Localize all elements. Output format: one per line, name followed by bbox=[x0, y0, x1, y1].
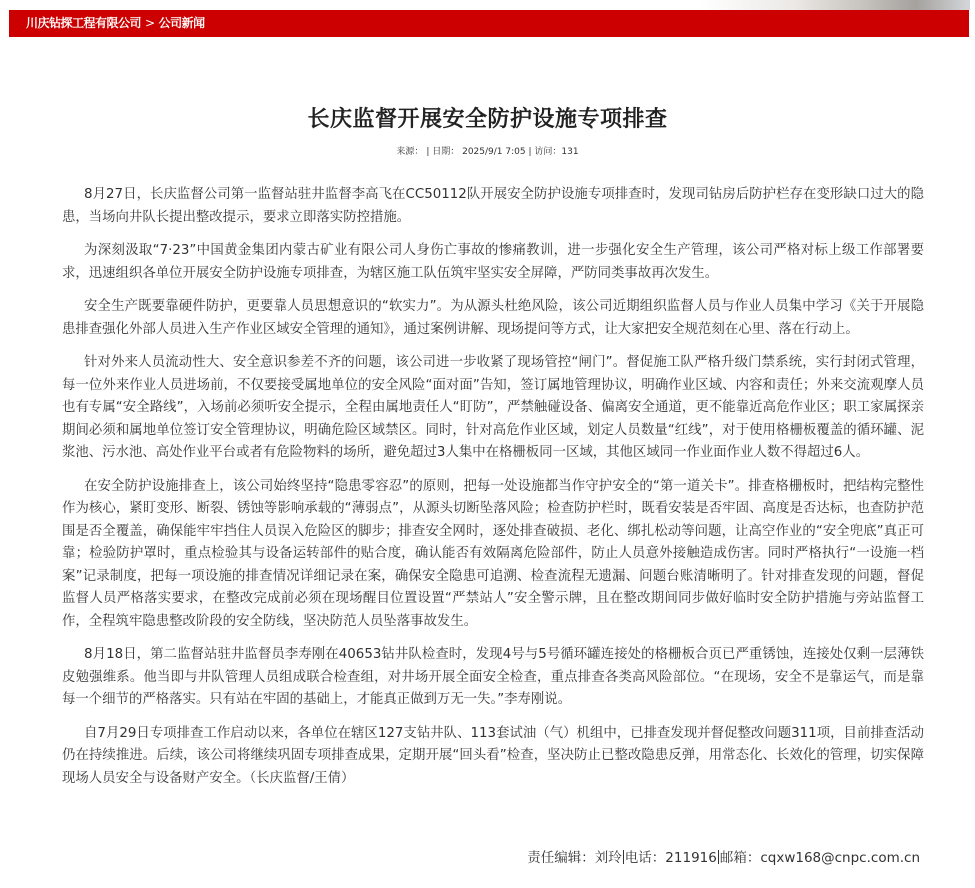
breadcrumb bbox=[26, 10, 205, 37]
article-paragraph: 自7月29日专项排查工作启动以来，各单位在辖区127支钻井队、113套试油（气）机组中，已排查发现并督促整改问题311项，目前排查活动仍在持续推进。后续，该公司将继续巩固专项排查成果，定期开展“回头看”检查，坚决防止已整改隐患反弹，用常态化、长效化的管理，切实保障现场人员安全与设备财产安全。（长庆监督/王倩） bbox=[62, 725, 924, 786]
top-nav-bar bbox=[9, 10, 969, 37]
breadcrumb-separator: > bbox=[145, 16, 155, 30]
article-paragraph: 针对外来人员流动性大、安全意识参差不齐的问题，该公司进一步收紧了现场管控“闸门”。督促施工队严格升级门禁系统，实行封闭式管理，每一位外来作业人员进场前，不仅要接受属地单位的安全风险“面对面”告知，签订属地管理协议，明确作业区域、内容和责任；外来交流观摩人员也有专属“安全路线”，入场前必须听安全提示，全程由属地责任人“盯防”，严禁触碰设备、偏离安全通道，更不能靠近高危作业区；职工家属探亲期间必须和属地单位签订安全管理协议，明确危险区域禁区。同时，针对高危作业区域，划定人员数量“红线”，对于使用格栅板覆盖的循环罐、泥浆池、污水池、高处作业平台或者有危险物料的场所，避免超过3人集中在格栅板同一区域，其他区域同一作业面作业人数不得超过6人。 bbox=[62, 355, 924, 460]
article-paragraph: 安全生产既要靠硬件防护，更要靠人员思想意识的“软实力”。为从源头杜绝风险，该公司近期组织监督人员与作业人员集中学习《关于开展隐患排查强化外部人员进入生产作业区域安全管理的通知》，通过案例讲解、现场提问等方式，让大家把安全规范刻在心里、落在行动上。 bbox=[62, 299, 924, 337]
email-value[interactable]: cqxw168@cnpc.com.cn bbox=[760, 850, 920, 866]
header-banner-image bbox=[700, 0, 970, 10]
email-label: 邮箱： bbox=[719, 850, 761, 866]
editor-name: 刘玲 bbox=[594, 850, 622, 866]
breadcrumb-company-link[interactable]: 川庆钻探工程有限公司 bbox=[26, 16, 142, 30]
article-meta bbox=[0, 144, 975, 157]
divider bbox=[623, 850, 624, 864]
article-title: 长庆监督开展安全防护设施专项排查 bbox=[307, 106, 668, 132]
date-value: 2025/9/1 7:05 bbox=[462, 147, 526, 157]
article-footer bbox=[527, 846, 920, 866]
phone-label: 电话： bbox=[624, 850, 666, 866]
visits-count: 131 bbox=[561, 147, 579, 157]
date-label: | 日期： bbox=[426, 147, 460, 157]
divider bbox=[718, 850, 719, 864]
article-paragraph: 为深刻汲取“7·23”中国黄金集团内蒙古矿业有限公司人身伤亡事故的惨痛教训，进一步强化安全生产管理，该公司严格对标上级工作部署要求，迅速组织各单位开展安全防护设施专项排查，为辖区施工队伍筑牢坚实安全屏障，严防同类事故再次发生。 bbox=[62, 243, 924, 281]
breadcrumb-section-link[interactable]: 公司新闻 bbox=[158, 16, 205, 30]
article-paragraph: 8月27日，长庆监督公司第一监督站驻井监督李高飞在CC50112队开展安全防护设施专项排查时，发现司钻房后防护栏存在变形缺口过大的隐患，当场向井队长提出整改提示，要求立即落实防控措施。 bbox=[62, 187, 924, 225]
editor-label: 责任编辑： bbox=[527, 850, 595, 866]
article-paragraph: 8月18日，第二监督站驻井监督员李寿刚在40653钻井队检查时，发现4号与5号循环罐连接处的格栅板合页已严重锈蚀，连接处仅剩一层薄铁皮勉强维系。他当即与井队管理人员组成联合检查组，对井场开展全面安全检查，重点排查各类高风险部位。“在现场，安全不是靠运气，而是靠每一个细节的严格落实。只有站在牢固的基础上，才能真正做到万无一失。”李寿刚说。 bbox=[62, 647, 924, 707]
source-label: 来源： bbox=[396, 147, 424, 157]
visits-label: | 访问： bbox=[528, 147, 562, 157]
phone-value: 211916 bbox=[665, 850, 717, 866]
article-body bbox=[62, 184, 924, 801]
article-paragraph: 在安全防护设施排查上，该公司始终坚持“隐患零容忍”的原则，把每一处设施都当作守护安全的“第一道关卡”。排查格栅板时，把结构完整性作为核心，紧盯变形、断裂、锈蚀等影响承载的“薄弱点”，从源头切断坠落风险；检查防护栏时，既看安装是否牢固、高度是否达标，也查防护范围是否全覆盖，确保能牢牢挡住人员误入危险区的脚步；排查安全网时，逐处排查破损、老化、绑扎松动等问题，让高空作业的“安全兜底”真正可靠；检验防护罩时，重点检验其与设备运转部件的贴合度，确认能否有效隔离危险部件，防止人员意外接触造成伤害。同时严格执行“一设施一档案”记录制度，把每一项设施的排查情况详细记录在案，确保安全隐患可追溯、检查流程无遗漏、问题台账清晰明了。针对排查发现的问题，督促监督人员严格落实要求，在整改完成前必须在现场醒目位置设置“严禁站人”安全警示牌，且在整改期间同步做好临时安全防护措施与旁站监督工作，全程筑牢隐患整改阶段的安全防线，坚决防范人员坠落事故发生。 bbox=[62, 478, 924, 629]
